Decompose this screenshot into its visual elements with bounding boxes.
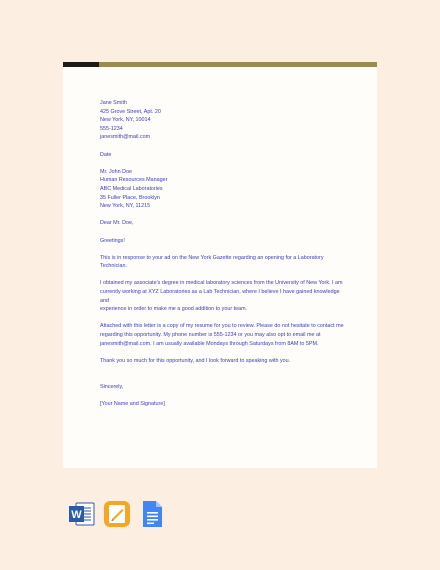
svg-text:W: W (71, 509, 82, 521)
header-bar-dark-segment (63, 62, 99, 67)
paragraph-2-line-1: I obtained my associate's degree in medical laboratory sciences from the University of New York. I am (100, 280, 343, 287)
sender-street: 425 Grove Street, Apt. 20 (100, 108, 161, 115)
recipient-company: ABC Medical Laboratories (100, 185, 163, 192)
paragraph-2-line-2: currently working at XYZ Laboratories as a Lab Technician, where I believe I have gained knowledge and (100, 289, 340, 304)
greeting: Greetings! (100, 237, 125, 244)
sender-phone: 555-1234 (100, 125, 123, 132)
letter-body (100, 99, 350, 408)
signature-placeholder: [Your Name and Signature] (100, 400, 165, 407)
sender-email: janesmith@mail.com (100, 134, 151, 141)
closing: Sincerely, (100, 383, 124, 390)
recipient-street: 35 Fuller Place, Brooklyn (100, 194, 160, 201)
pages-icon[interactable] (103, 500, 131, 528)
recipient-name: Mr. John Doe (100, 168, 133, 175)
letter-page (63, 62, 377, 468)
paragraph-3-line-1: Attached with this letter is a copy of my resume for you to review. Please do not hesitate to contact me (100, 323, 344, 330)
paragraph-1-line-1: This is in response to your ad on the New York Gazette regarding an opening for a Laboratory (100, 254, 324, 261)
recipient-city: New York, NY, 11215 (100, 203, 151, 210)
paragraph-4-line-1: Thank you so much for this opportunity, and I look forward to speaking with you. (100, 357, 291, 364)
recipient-title: Human Resources Manager (100, 177, 168, 184)
paragraph-1-line-2: Technician. (100, 263, 127, 270)
header-bar-olive-segment (99, 62, 377, 67)
header-bar (63, 62, 377, 67)
paragraph-3-line-3: janesmith@mail.com. I am usually available Mondays through Saturdays from 8AM to 5PM. (100, 340, 319, 347)
word-icon[interactable] (68, 500, 96, 528)
letter-date: Date (100, 151, 112, 158)
paragraph-2-line-3: experience in order to make me a good addition to your team. (100, 306, 248, 313)
google-docs-icon[interactable] (138, 500, 166, 528)
sender-city: New York, NY, 10014 (100, 117, 151, 124)
paragraph-3-line-2: regarding this opportunity. My phone number is 555-1234 or you may also opt to email me at (100, 332, 321, 339)
sender-name: Jane Smith (100, 100, 127, 106)
salutation: Dear Mr. Doe, (100, 220, 134, 227)
